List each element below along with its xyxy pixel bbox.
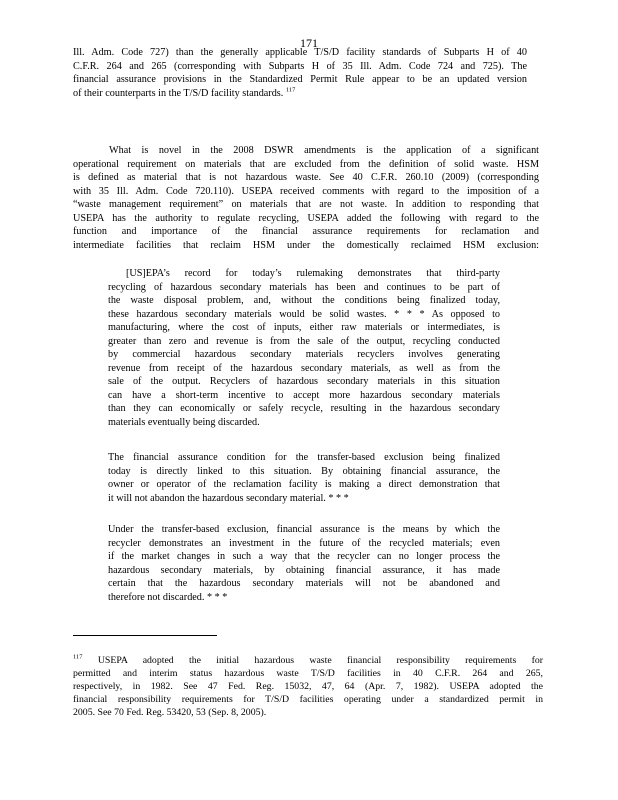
quote-line: can have a short-term incentive to accept more hazardous secondary materials [108,389,500,401]
quote-line: [US]EPA’s record for today’s rulemaking demonstrates that third-party [126,268,500,279]
quote-line: materials eventually being discarded. [108,416,260,428]
quote-line: greater than zero and revenue is from the sale of the output, recycling conducted [108,335,500,347]
paragraph-2 [73,144,539,252]
footnote-line: permitted and interim status hazardous waste T/S/D facilities in 40 C.F.R. 264 and 265, [73,668,543,679]
quote-line: therefore not discarded. * * * [108,591,228,603]
footnote-line: 2005. See 70 Fed. Reg. 53420, 53 (Sep. 8, 2005). [73,707,267,718]
quote-line: by commercial hazardous secondary materials recyclers involves generating [108,349,500,360]
footnote-line: respectively, in 1982. See 47 Fed. Reg. 15032, 47, 64 (Apr. 7, 1982). USEPA adopted the [73,681,543,692]
block-quote-1 [108,267,500,429]
page-number: 171 [300,36,318,50]
quote-line: recycling of hazardous secondary materials has been and continues to be part of [108,281,500,293]
quote-line: these hazardous secondary materials would be solid wastes. * * * As opposed to [108,308,500,320]
paragraph-line-text: of their counterparts in the T/S/D facility standards. [73,87,284,99]
paragraph-line: financial assurance provisions in the Standardized Permit Rule appear to be an updated version [73,74,527,85]
footnote-divider [73,635,217,636]
paragraph-line: with 35 Ill. Adm. Code 720.110). USEPA received comments with regard to the imposition of a [73,185,539,197]
quote-line: today is directly linked to this situation. By obtaining financial assurance, the [108,465,500,477]
paragraph-line: What is novel in the 2008 DSWR amendments is the application of a significant [109,145,539,156]
paragraph-line: Ill. Adm. Code 727) than the generally applicable T/S/D facility standards of Subparts H of 40 [73,47,527,58]
paragraph-line: “waste management requirement” on materials that are not waste. In addition to responding that [73,199,539,210]
paragraph-line: function and importance of the financial assurance requirements for reclamation and [73,226,539,237]
quote-line: certain that the hazardous secondary materials will not be abandoned and [108,578,500,589]
paragraph-line: USEPA has the authority to regulate recycling, USEPA added the following with regard to the [73,212,539,224]
quote-line: sale of the output. Recyclers of hazardous secondary materials in this situation [108,376,500,387]
footnote-line: financial responsibility requirements for T/S/D facilities operating under a standardized permit in [73,694,543,705]
quote-line: The financial assurance condition for the transfer-based exclusion being finalized [108,452,500,463]
quote-line: than they can economically or safely recycle, resulting in the hazardous secondary [108,403,500,414]
footnote [73,654,543,719]
quote-line: recycler demonstrates an investment in the future of the recycled materials; even [108,537,500,549]
block-quote-2 [108,451,500,505]
paragraph-line: intermediate facilities that reclaim HSM under the domestically reclaimed HSM exclusion: [73,239,539,251]
footnote-line-text: USEPA adopted the initial hazardous waste financial responsibility requirements for [97,655,543,666]
block-quote-3 [108,523,500,604]
footnote-line [73,654,543,667]
quote-line: revenue from receipt of the hazardous secondary materials, as well as from the [108,362,500,374]
quote-line: hazardous secondary materials, by obtaining financial assurance, it has made [108,564,500,576]
paragraph-line: operational requirement on materials that are excluded from the definition of solid waste. HSM [73,158,539,170]
paragraph-line [73,87,527,101]
paragraph-line: C.F.R. 264 and 265 (corresponding with Subparts H of 35 Ill. Adm. Code 724 and 725). The [73,60,527,72]
quote-line: owner or operator of the reclamation facility is making a direct demonstration that [108,479,500,490]
quote-line: it will not abandon the hazardous secondary material. * * * [108,492,349,504]
quote-line: the waste disposal problem, and, without the conditions being finalized today, [108,295,500,306]
paragraph-1 [73,46,527,100]
paragraph-line: is defined as material that is not hazardous waste. See 40 C.F.R. 260.10 (2009) (corresponding [73,172,539,183]
footnote-number: 117 [73,653,83,661]
footnote-reference: 117 [285,86,296,94]
quote-line: Under the transfer-based exclusion, financial assurance is the means by which the [108,524,500,535]
quote-line: manufacturing, where the cost of inputs, either raw materials or intermediates, is [108,322,500,333]
quote-line: if the market changes in such a way that the recycler can no longer process the [108,551,500,562]
